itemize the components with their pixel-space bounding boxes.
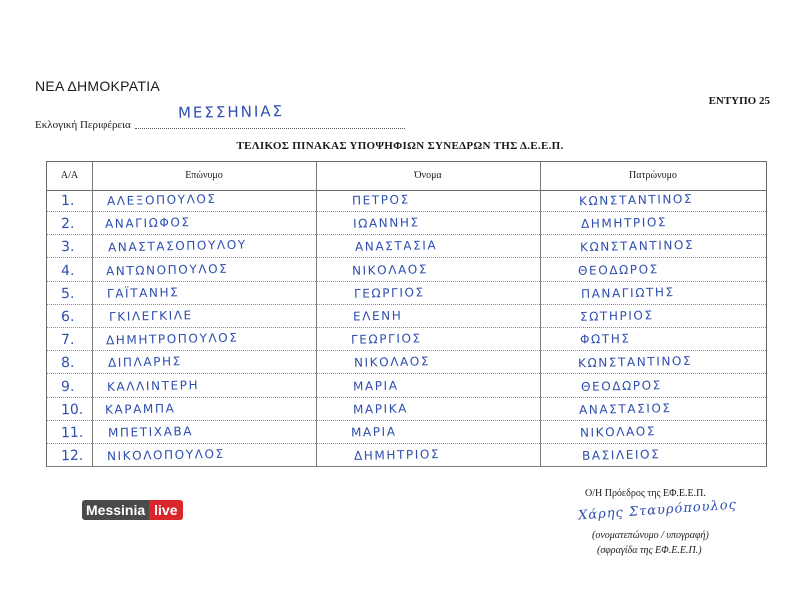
row-surname: ΝΙΚΟΛΟΠΟΥΛΟΣ xyxy=(106,446,225,464)
handwritten-signature: Χάρης Σταυρόπουλος xyxy=(577,497,738,524)
row-father-name: ΚΩΝΣΤΑΝΤΙΝΟΣ xyxy=(578,191,694,209)
row-name: ΝΙΚΟΛΑΟΣ xyxy=(351,261,429,278)
col-header-number: Α/Α xyxy=(60,170,79,181)
row-number: 1. xyxy=(60,192,75,210)
table-row xyxy=(47,399,766,422)
col-header-surname: Επώνυμο xyxy=(185,170,223,181)
row-father-name: ΠΑΝΑΓΙΩΤΗΣ xyxy=(580,284,675,301)
row-surname: ΓΚΙΛΕΓΚΙΛΕ xyxy=(108,308,193,324)
table-row xyxy=(47,352,766,375)
row-name: ΠΕΤΡΟΣ xyxy=(351,192,410,208)
row-surname: ΔΗΜΗΤΡΟΠΟΥΛΟΣ xyxy=(105,330,239,348)
row-number: 12. xyxy=(60,447,84,465)
row-name: ΝΙΚΟΛΑΟΣ xyxy=(353,354,431,371)
row-name: ΔΗΜΗΤΡΙΟΣ xyxy=(353,447,441,464)
row-father-name: ΔΗΜΗΤΡΙΟΣ xyxy=(580,215,668,232)
row-surname: ΔΙΠΛΑΡΗΣ xyxy=(107,354,182,371)
row-dotted-rule xyxy=(47,443,766,444)
col-header-name: Όνομα xyxy=(414,170,442,181)
messinia-live-logo xyxy=(82,500,183,520)
table-row xyxy=(47,445,766,468)
row-father-name: ΚΩΝΣΤΑΝΤΙΝΟΣ xyxy=(579,238,695,255)
table-row xyxy=(47,236,766,259)
row-father-name: ΣΩΤΗΡΙΟΣ xyxy=(579,308,654,324)
row-name: ΜΑΡΙΚΑ xyxy=(352,401,409,417)
row-surname: ΚΑΡΑΜΠΑ xyxy=(104,401,176,417)
row-name: ΜΑΡΙΑ xyxy=(350,424,397,440)
table-row xyxy=(47,376,766,399)
row-surname: ΓΑΪΤΑΝΗΣ xyxy=(106,285,180,301)
table-title: ΤΕΛΙΚΟΣ ΠΙΝΑΚΑΣ ΥΠΟΨΗΦΙΩΝ ΣΥΝΕΔΡΩΝ ΤΗΣ Δ.Ε.Ε.Π. xyxy=(236,140,564,152)
row-dotted-rule xyxy=(47,234,766,235)
row-surname: ΚΑΛΛΙΝΤΕΡΗ xyxy=(106,377,200,394)
table-row xyxy=(47,190,766,213)
row-number: 8. xyxy=(60,355,75,372)
row-dotted-rule xyxy=(47,327,766,328)
table-row xyxy=(47,306,766,329)
row-name: ΑΝΑΣΤΑΣΙΑ xyxy=(354,238,438,255)
row-number: 5. xyxy=(60,285,75,302)
row-number: 9. xyxy=(60,378,75,395)
form-number: ΕΝΤΥΠΟ 25 xyxy=(708,95,770,107)
row-surname: ΜΠΕΤΙΧΑΒΑ xyxy=(107,424,194,440)
row-dotted-rule xyxy=(47,304,766,305)
row-father-name: ΦΩΤΗΣ xyxy=(579,331,631,347)
row-surname: ΑΛΕΞΟΠΟΥΛΟΣ xyxy=(106,191,217,209)
region-label: Εκλογική Περιφέρεια xyxy=(35,119,131,131)
table-row xyxy=(47,422,766,445)
table-row xyxy=(47,329,766,352)
row-father-name: ΑΝΑΣΤΑΣΙΟΣ xyxy=(578,400,672,417)
row-number: 4. xyxy=(60,262,75,279)
row-name: ΕΛΕΝΗ xyxy=(352,308,403,324)
row-number: 2. xyxy=(60,216,75,233)
row-number: 3. xyxy=(60,239,75,256)
col-header-father: Πατρώνυμο xyxy=(629,170,677,181)
candidates-table xyxy=(46,161,767,467)
row-number: 7. xyxy=(60,332,75,349)
row-surname: ΑΝΑΣΤΑΣΟΠΟΥΛΟΥ xyxy=(107,237,247,255)
table-row xyxy=(47,283,766,306)
row-name: ΜΑΡΙΑ xyxy=(352,378,399,394)
table-row xyxy=(47,260,766,283)
row-number: 11. xyxy=(60,424,84,442)
row-dotted-rule xyxy=(47,420,766,421)
row-dotted-rule xyxy=(47,211,766,212)
row-dotted-rule xyxy=(47,466,766,467)
row-dotted-rule xyxy=(47,397,766,398)
region-value: ΜΕΣΣΗΝΙΑΣ xyxy=(177,102,285,122)
row-father-name: ΘΕΟΔΩΡΟΣ xyxy=(580,377,663,394)
logo-part-messinia: Messinia xyxy=(82,500,149,520)
row-father-name: ΘΕΟΔΩΡΟΣ xyxy=(577,261,660,278)
row-dotted-rule xyxy=(47,257,766,258)
row-number: 6. xyxy=(60,308,75,326)
row-number: 10. xyxy=(60,401,84,419)
row-name: ΓΕΩΡΓΙΟΣ xyxy=(353,285,425,301)
row-father-name: ΚΩΝΣΤΑΝΤΙΝΟΣ xyxy=(577,354,693,371)
row-surname: ΑΝΤΩΝΟΠΟΥΛΟΣ xyxy=(105,261,229,278)
row-name: ΙΩΑΝΝΗΣ xyxy=(352,215,420,231)
row-dotted-rule xyxy=(47,373,766,374)
row-dotted-rule xyxy=(47,281,766,282)
table-header xyxy=(47,162,766,191)
row-surname: ΑΝΑΓΙΩΦΟΣ xyxy=(104,215,191,232)
seal-label: (σφραγίδα της ΕΦ.Ε.Ε.Π.) xyxy=(597,545,702,556)
name-signature-label: (ονοματεπώνυμο / υπογραφή) xyxy=(592,530,709,541)
party-name: ΝΕΑ ΔΗΜΟΚΡΑΤΙΑ xyxy=(35,78,161,94)
president-label: Ο/Η Πρόεδρος της ΕΦ.Ε.Ε.Π. xyxy=(585,488,706,499)
logo-part-live: live xyxy=(149,500,182,520)
row-father-name: ΒΑΣΙΛΕΙΟΣ xyxy=(581,447,661,464)
row-dotted-rule xyxy=(47,350,766,351)
row-father-name: ΝΙΚΟΛΑΟΣ xyxy=(579,424,657,440)
table-row xyxy=(47,213,766,236)
row-name: ΓΕΩΡΓΙΟΣ xyxy=(350,331,422,347)
